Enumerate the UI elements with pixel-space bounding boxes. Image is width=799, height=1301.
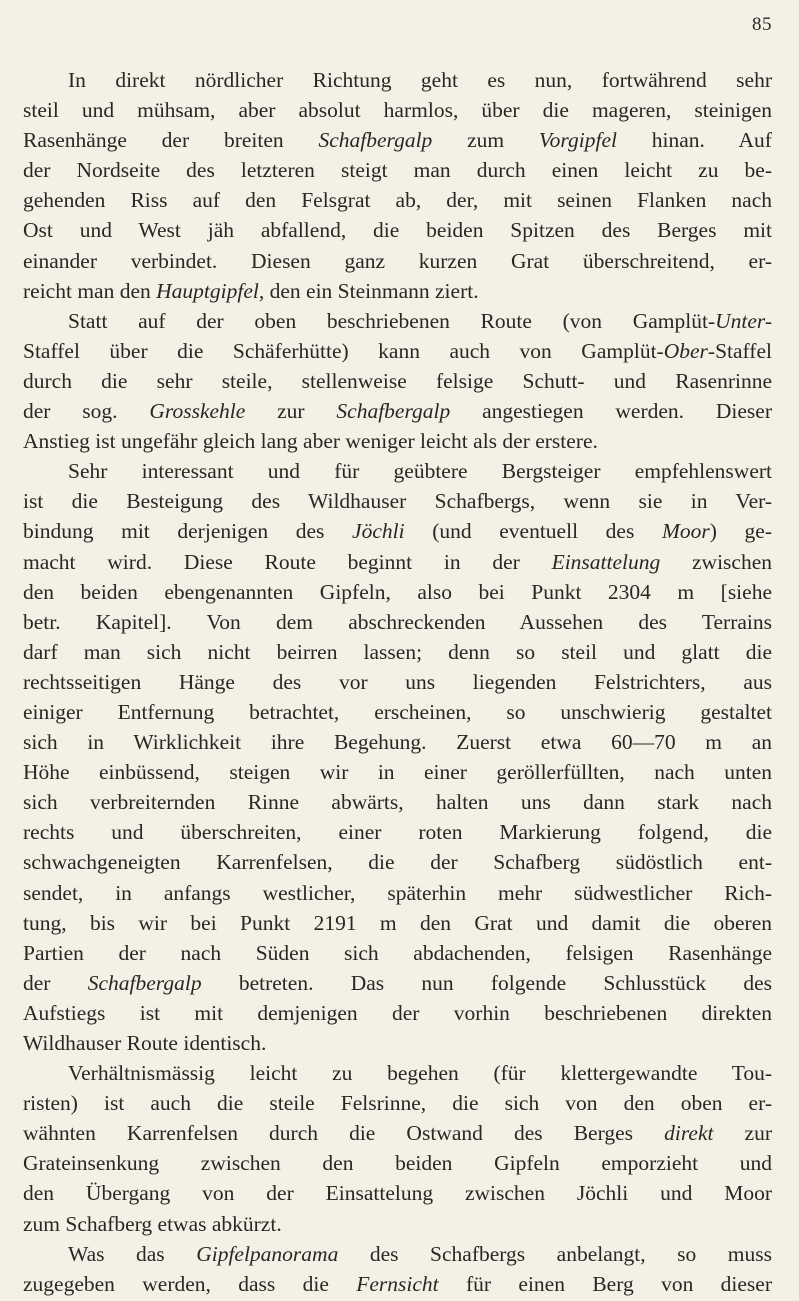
text-run: der sog.: [23, 399, 150, 424]
text-run: zur: [713, 1121, 773, 1146]
text-line: [23, 215, 772, 245]
body-text: [23, 65, 772, 1299]
text-line: [23, 125, 772, 155]
text-run: Höhe einbüssend, steigen wir in einer geröllerfüllten, nach unten: [23, 760, 772, 785]
text-line: [23, 1148, 772, 1178]
text-run: sich in Wirklichkeit ihre Begehung. Zuerst etwa 60—70 m an: [23, 730, 772, 755]
text-line: [23, 366, 772, 396]
text-line: [23, 878, 772, 908]
text-run: Staffel über die Schäferhütte) kann auch von Gamplüt-: [23, 338, 664, 363]
text-run: risten) ist auch die steile Felsrinne, die sich von den oben er-: [23, 1091, 772, 1116]
text-line: [23, 426, 772, 456]
text-run: Grateinsenkung zwischen den beiden Gipfeln emporzieht und: [23, 1151, 772, 1176]
text-line: [23, 998, 772, 1028]
text-run: der Nordseite des letzteren steigt man durch einen leicht zu be-: [23, 158, 772, 183]
text-run: Was das: [68, 1241, 197, 1266]
paragraph: [23, 306, 772, 456]
text-line: [23, 667, 772, 697]
text-run: Statt auf der oben beschriebenen Route (von Gamplüt-: [68, 308, 716, 333]
text-line: [23, 607, 772, 637]
text-line: [23, 396, 772, 426]
text-run: darf man sich nicht beirren lassen; denn so steil und glatt die: [23, 639, 772, 664]
italic-term: Fernsicht: [356, 1271, 439, 1296]
italic-term: Einsattelung: [551, 549, 661, 574]
text-run: Sehr interessant und für geübtere Bergsteiger empfehlenswert: [68, 459, 772, 484]
text-run: rechtsseitigen Hänge des vor uns liegenden Felstrichters, aus: [23, 669, 772, 694]
text-line: [23, 547, 772, 577]
text-line: [23, 697, 772, 727]
text-line: [23, 847, 772, 877]
text-line: [23, 1028, 772, 1058]
text-run: gehenden Riss auf den Felsgrat ab, der, mit seinen Flanken nach: [23, 188, 772, 213]
paragraph: [23, 65, 772, 306]
text-line: [23, 938, 772, 968]
text-run: Anstieg ist ungefähr gleich lang aber weniger leicht als der erstere.: [23, 429, 598, 454]
text-run: für einen Berg von dieser: [438, 1271, 772, 1296]
paragraph: [23, 1058, 772, 1239]
text-line: [23, 1118, 772, 1148]
text-line: [23, 336, 772, 366]
text-run: einiger Entfernung betrachtet, erscheinen, so unschwierig gestaltet: [23, 699, 772, 724]
text-line: [23, 1178, 772, 1208]
text-run: der: [23, 970, 88, 995]
text-line: [23, 276, 772, 306]
text-run: steil und mühsam, aber absolut harmlos, über die mageren, steinigen: [23, 98, 772, 123]
text-line: [23, 456, 772, 486]
text-run: Aufstiegs ist mit demjenigen der vorhin beschriebenen direkten: [23, 1000, 772, 1025]
text-run: ) ge-: [709, 519, 772, 544]
italic-term: direkt: [664, 1121, 714, 1146]
italic-term: Hauptgipfel,: [156, 278, 265, 303]
text-line: [23, 727, 772, 757]
text-line: [23, 757, 772, 787]
italic-term: Gipfelpanorama: [196, 1241, 339, 1266]
text-line: [23, 577, 772, 607]
text-run: einander verbindet. Diesen ganz kurzen Grat überschreitend, er-: [23, 248, 772, 273]
text-run: den ein Steinmann ziert.: [264, 278, 479, 303]
italic-term: Unter-: [715, 308, 772, 333]
text-line: [23, 155, 772, 185]
text-run: schwachgeneigten Karrenfelsen, die der Schafberg südöstlich ent-: [23, 850, 772, 875]
italic-term: Schafbergalp: [336, 399, 451, 424]
italic-term: Vorgipfel: [538, 128, 617, 153]
paragraph: [23, 1239, 772, 1299]
text-run: hinan. Auf: [616, 128, 772, 153]
text-run: zum Schafberg etwas abkürzt.: [23, 1211, 282, 1236]
paragraph: [23, 456, 772, 1058]
italic-term: Jöchli: [352, 519, 405, 544]
text-run: den Übergang von der Einsattelung zwischen Jöchli und Moor: [23, 1181, 772, 1206]
text-run: In direkt nördlicher Richtung geht es nun, fortwährend sehr: [68, 68, 772, 92]
text-line: [23, 1088, 772, 1118]
text-run: ist die Besteigung des Wildhauser Schafbergs, wenn sie in Ver-: [23, 489, 772, 514]
text-line: [23, 1239, 772, 1269]
text-run: macht wird. Diese Route beginnt in der: [23, 549, 552, 574]
text-line: [23, 1058, 772, 1088]
text-run: des Schafbergs anbelangt, so muss: [338, 1241, 772, 1266]
text-run: zwischen: [660, 549, 772, 574]
text-line: [23, 65, 772, 95]
text-run: (und eventuell des: [404, 519, 662, 544]
text-line: [23, 516, 772, 546]
text-run: Verhältnismässig leicht zu begehen (für klettergewandte Tou-: [68, 1061, 772, 1086]
text-line: [23, 486, 772, 516]
text-run: durch die sehr steile, stellenweise felsige Schutt- und Rasenrinne: [23, 368, 772, 393]
italic-term: Ober: [663, 338, 708, 363]
page-number: 85: [752, 14, 772, 35]
text-run: rechts und überschreiten, einer roten Markierung folgend, die: [23, 820, 772, 845]
text-line: [23, 306, 772, 336]
text-line: [23, 1209, 772, 1239]
text-line: [23, 1269, 772, 1299]
italic-term: Moor: [661, 519, 710, 544]
text-line: [23, 185, 772, 215]
text-line: [23, 95, 772, 125]
text-line: [23, 968, 772, 998]
text-run: den beiden ebengenannten Gipfeln, also bei Punkt 2304 m [siehe: [23, 579, 772, 604]
text-run: zum: [432, 128, 539, 153]
text-run: sendet, in anfangs westlicher, späterhin mehr südwestlicher Rich-: [23, 880, 772, 905]
text-run: zur: [245, 399, 337, 424]
text-run: angestiegen werden. Dieser: [450, 399, 772, 424]
italic-term: Grosskehle: [149, 399, 246, 424]
text-run: Partien der nach Süden sich abdachenden, felsigen Rasenhänge: [23, 940, 772, 965]
text-run: sich verbreiternden Rinne abwärts, halten uns dann stark nach: [23, 790, 772, 815]
text-run: Ost und West jäh abfallend, die beiden Spitzen des Berges mit: [23, 218, 772, 243]
text-run: tung, bis wir bei Punkt 2191 m den Grat und damit die oberen: [23, 910, 772, 935]
text-line: [23, 246, 772, 276]
text-run: bindung mit derjenigen des: [23, 519, 353, 544]
text-run: reicht man den: [23, 278, 157, 303]
text-line: [23, 787, 772, 817]
text-line: [23, 817, 772, 847]
text-run: zugegeben werden, dass die: [23, 1271, 357, 1296]
text-run: wähnten Karrenfelsen durch die Ostwand des Berges: [23, 1121, 665, 1146]
text-run: Wildhauser Route identisch.: [23, 1031, 267, 1055]
text-line: [23, 908, 772, 938]
text-run: betr. Kapitel]. Von dem abschreckenden Aussehen des Terrains: [23, 609, 772, 634]
text-line: [23, 637, 772, 667]
italic-term: Schafbergalp: [87, 970, 202, 995]
text-run: Rasenhänge der breiten: [23, 128, 319, 153]
italic-term: Schafbergalp: [318, 128, 433, 153]
text-run: betreten. Das nun folgende Schlusstück des: [201, 970, 773, 995]
text-run: -Staffel: [707, 338, 772, 363]
